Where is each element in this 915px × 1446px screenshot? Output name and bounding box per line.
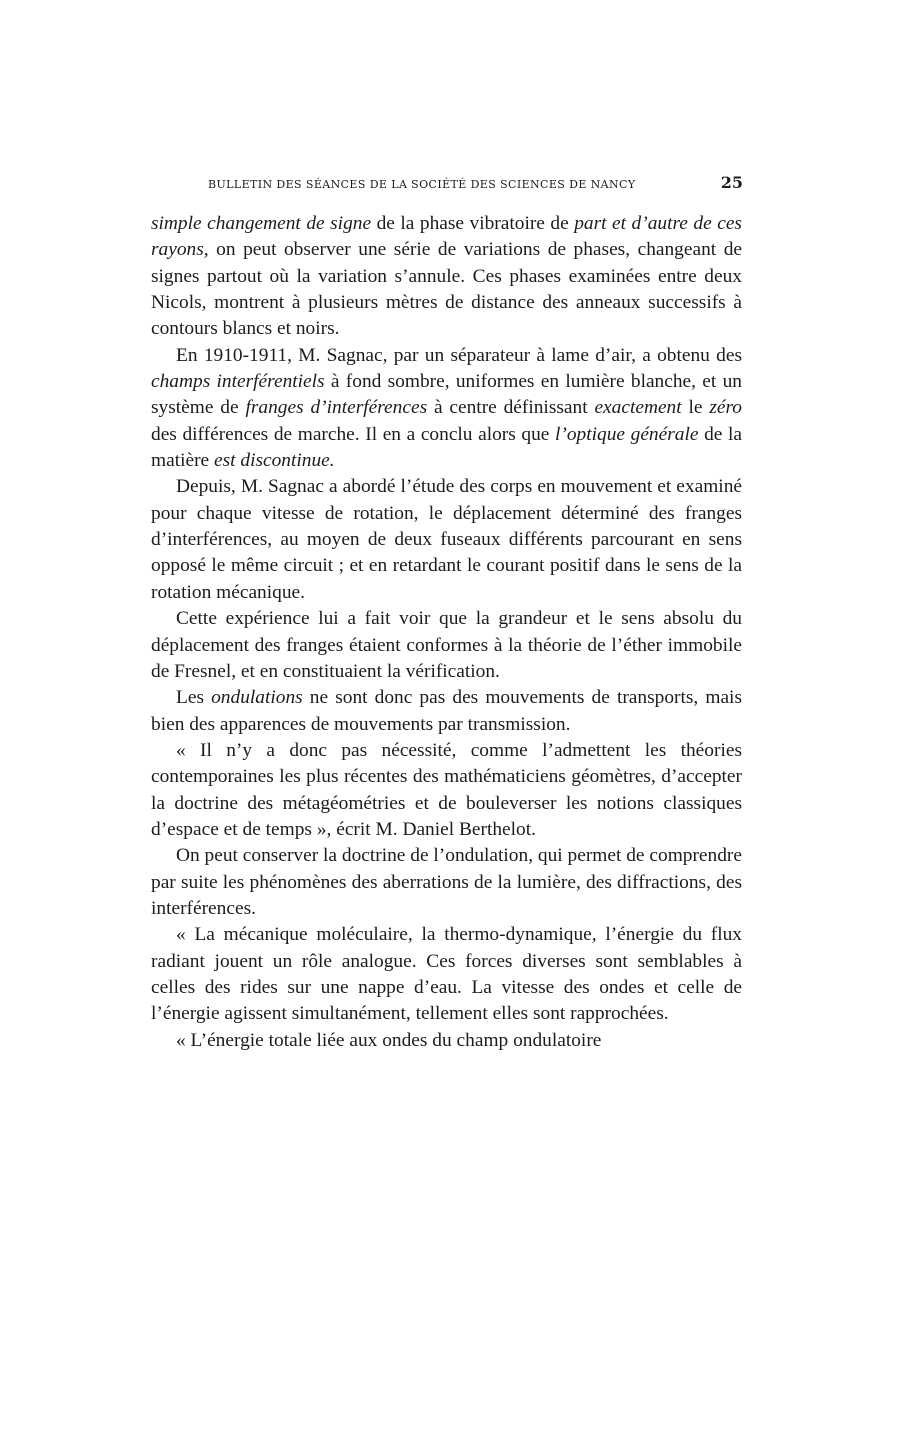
running-title: BULLETIN DES SÉANCES DE LA SOCIÉTÉ DES SCIENCES DE NANCY (208, 178, 636, 191)
paragraph (151, 738, 742, 843)
text-run: à fond sombre, uniformes en lumière blanche, et un système de (151, 371, 742, 419)
text-run: de la phase vibratoire de (371, 213, 575, 234)
italic-text: franges d’interférences (245, 397, 428, 419)
italic-text: ondulations (211, 687, 303, 709)
paragraph (151, 343, 742, 475)
page-number: 25 (720, 173, 743, 192)
text-run: On peut conserver la doctrine de l’ondulation, qui permet de comprendre par suite les phénomènes des aberrations de la lumière, des diffractions, des interférences. (151, 845, 742, 919)
italic-text: l’optique générale (555, 423, 699, 445)
italic-text: zéro (709, 397, 742, 419)
text-run: Les (176, 687, 212, 709)
text-run: on peut observer une série de variations de phases, changeant de signes partout où la variation s’annule. Ces phases examinées entre deux Nicols, montrent à plusieurs mètres de distance des anneaux successifs à contours blancs et noirs. (151, 239, 742, 340)
paragraph (151, 211, 742, 343)
text-run: « L’énergie totale liée aux ondes du champ ondulatoire (176, 1029, 602, 1051)
text-run: Depuis, M. Sagnac a abordé l’étude des corps en mouvement et examiné pour chaque vitesse de rotation, le déplacement déterminé des franges d’interférences, au moyen de deux fuseaux différents parcourant en sens opposé le même circuit ; et en retardant le courant positif dans le sens de la rotation mécanique. (151, 476, 742, 603)
text-run: « Il n’y a donc pas nécessité, comme l’admettent les théories contemporaines les plus récentes des mathématiciens géomètres, d’accepter la doctrine des métagéométries et de bouleverser les notions classiques d’espace et de temps », écrit M. Daniel Berthelot. (151, 739, 742, 840)
italic-text: simple changement de signe (151, 213, 372, 234)
paragraph (151, 606, 742, 685)
paragraph (151, 1028, 742, 1054)
text-run: ne sont donc pas des mouvements de transports, mais bien des apparences de mouvements par transmission. (151, 687, 742, 735)
text-run: à centre définissant (427, 397, 595, 419)
italic-text: est discontinue. (213, 450, 335, 472)
paragraph (151, 685, 742, 738)
running-header (208, 173, 743, 193)
body-text (151, 211, 742, 1054)
paragraph (151, 843, 742, 922)
text-run: En 1910-1911, M. Sagnac, par un séparateur à lame d’air, a obtenu des (176, 344, 742, 366)
paragraph (151, 922, 742, 1027)
text-run: des différences de marche. Il en a conclu alors que (151, 423, 556, 445)
italic-text: part et d’autre de ces rayons, (151, 213, 742, 261)
text-run: Cette expérience lui a fait voir que la grandeur et le sens absolu du déplacement des franges étaient conformes à la théorie de l’éther immobile de Fresnel, et en constituaient la vérification. (151, 608, 742, 682)
text-run: le (681, 397, 710, 419)
italic-text: exactement (594, 397, 682, 419)
italic-text: champs interférentiels (151, 371, 325, 393)
text-run: de la matière (151, 423, 742, 472)
text-run: « La mécanique moléculaire, la thermo-dynamique, l’énergie du flux radiant jouent un rôle analogue. Ces forces diverses sont semblables à celles des rides sur une nappe d’eau. La vitesse des ondes et celle de l’énergie agissent simultanément, tellement elles sont rapprochées. (151, 924, 742, 1025)
paragraph (151, 474, 742, 606)
